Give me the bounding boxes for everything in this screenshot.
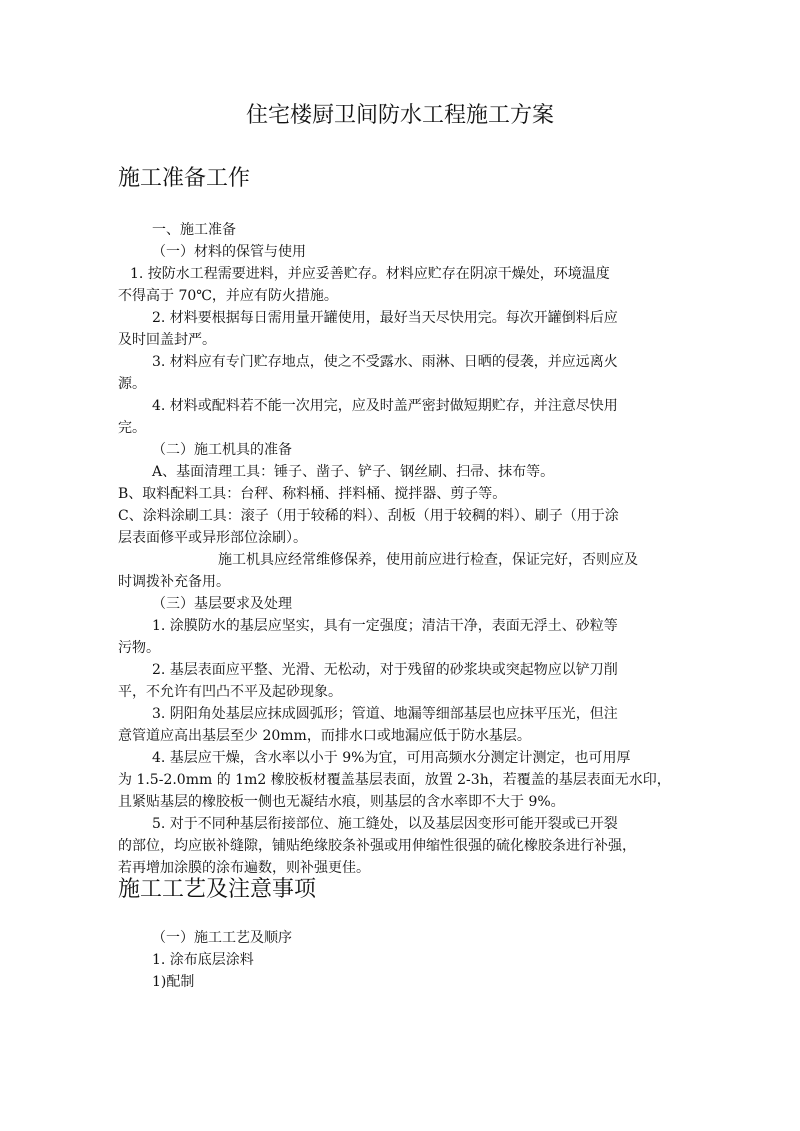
paragraph-line: C、涂料涂刷工具：滚子（用于较稀的料）、刮板（用于较稠的料）、刷子（用于涂 [118,508,619,524]
paragraph-line: 4. 材料或配料若不能一次用完，应及时盖严密封做短期贮存，并注意尽快用 [152,398,618,414]
paragraph-line: 1)配制 [152,974,195,990]
paragraph-line: 施工机具应经常维修保养，使用前应进行检查，保证完好，否则应及 [218,552,638,568]
paragraph-line: 1. 涂膜防水的基层应坚实，具有一定强度；清洁干净，表面无浮土、砂粒等 [152,618,618,634]
paragraph-line: 不得高于 70℃，并应有防火措施。 [118,288,338,304]
paragraph-line: 3. 材料应有专门贮存地点，使之不受露水、雨淋、日晒的侵袭，并应远离火 [152,354,618,370]
paragraph-line: 若再增加涂膜的涂布遍数，则补强更佳。 [118,860,370,876]
paragraph-line: 且紧贴基层的橡胶板一侧也无凝结水痕，则基层的含水率即不大于 9%。 [118,794,565,810]
paragraph-line: 2. 基层表面应平整、光滑、无松动，对于残留的砂浆块或突起物应以铲刀削 [152,662,618,678]
paragraph-line: 意管道应高出基层至少 20mm，而排水口或地漏应低于防水基层。 [118,728,531,744]
paragraph-line: 4. 基层应干燥，含水率以小于 9%为宜，可用高频水分测定计测定，也可用厚 [152,750,631,766]
paragraph-line: 一、施工准备 [152,222,236,238]
paragraph-line: A、基面清理工具：锤子、凿子、铲子、钢丝刷、扫帚、抹布等。 [152,464,555,480]
document-title: 住宅楼厨卫间防水工程施工方案 [245,103,554,128]
paragraph-line: 3. 阴阳角处基层应抹成圆弧形；管道、地漏等细部基层也应抹平压光，但注 [152,706,618,722]
paragraph-line: 的部位，均应嵌补缝隙，铺贴绝缘胶条补强或用伸缩性很强的硫化橡胶条进行补强， [118,838,636,854]
paragraph-line: （三）基层要求及处理 [152,596,292,612]
paragraph-line: 平，不允许有凹凸不平及起砂现象。 [118,684,342,700]
paragraph-line: 1. 涂布底层涂料 [152,952,254,968]
paragraph-line: 为 1.5-2.0mm 的 1m2 橡胶板材覆盖基层表面，放置 2-3h，若覆盖的基层表面无水印， [118,772,671,788]
paragraph-line: 及时回盖封严。 [118,332,216,348]
paragraph-line: 时调拨补充备用。 [118,574,230,590]
paragraph-line: 5. 对于不同种基层衔接部位、施工缝处，以及基层因变形可能开裂或已开裂 [152,816,618,832]
paragraph-line: 层表面修平或异形部位涂刷）。 [118,530,307,546]
section-heading-process: 施工工艺及注意事项 [118,877,317,902]
section-heading-preparation: 施工准备工作 [118,166,251,191]
paragraph-line: 1. 按防水工程需要进料，并应妥善贮存。材料应贮存在阴凉干燥处，环境温度 [130,266,610,282]
paragraph-line: 源。 [118,376,146,392]
paragraph-line: （二）施工机具的准备 [152,442,292,458]
paragraph-line: 2. 材料要根据每日需用量开罐使用，最好当天尽快用完。每次开罐倒料后应 [152,310,618,326]
paragraph-line: 污物。 [118,640,160,656]
paragraph-line: B、取料配料工具：台秤、称料桶、拌料桶、搅拌器、剪子等。 [118,486,507,502]
paragraph-line: （一）材料的保管与使用 [152,244,306,260]
paragraph-line: （一）施工工艺及顺序 [152,930,292,946]
paragraph-line: 完。 [118,420,146,436]
